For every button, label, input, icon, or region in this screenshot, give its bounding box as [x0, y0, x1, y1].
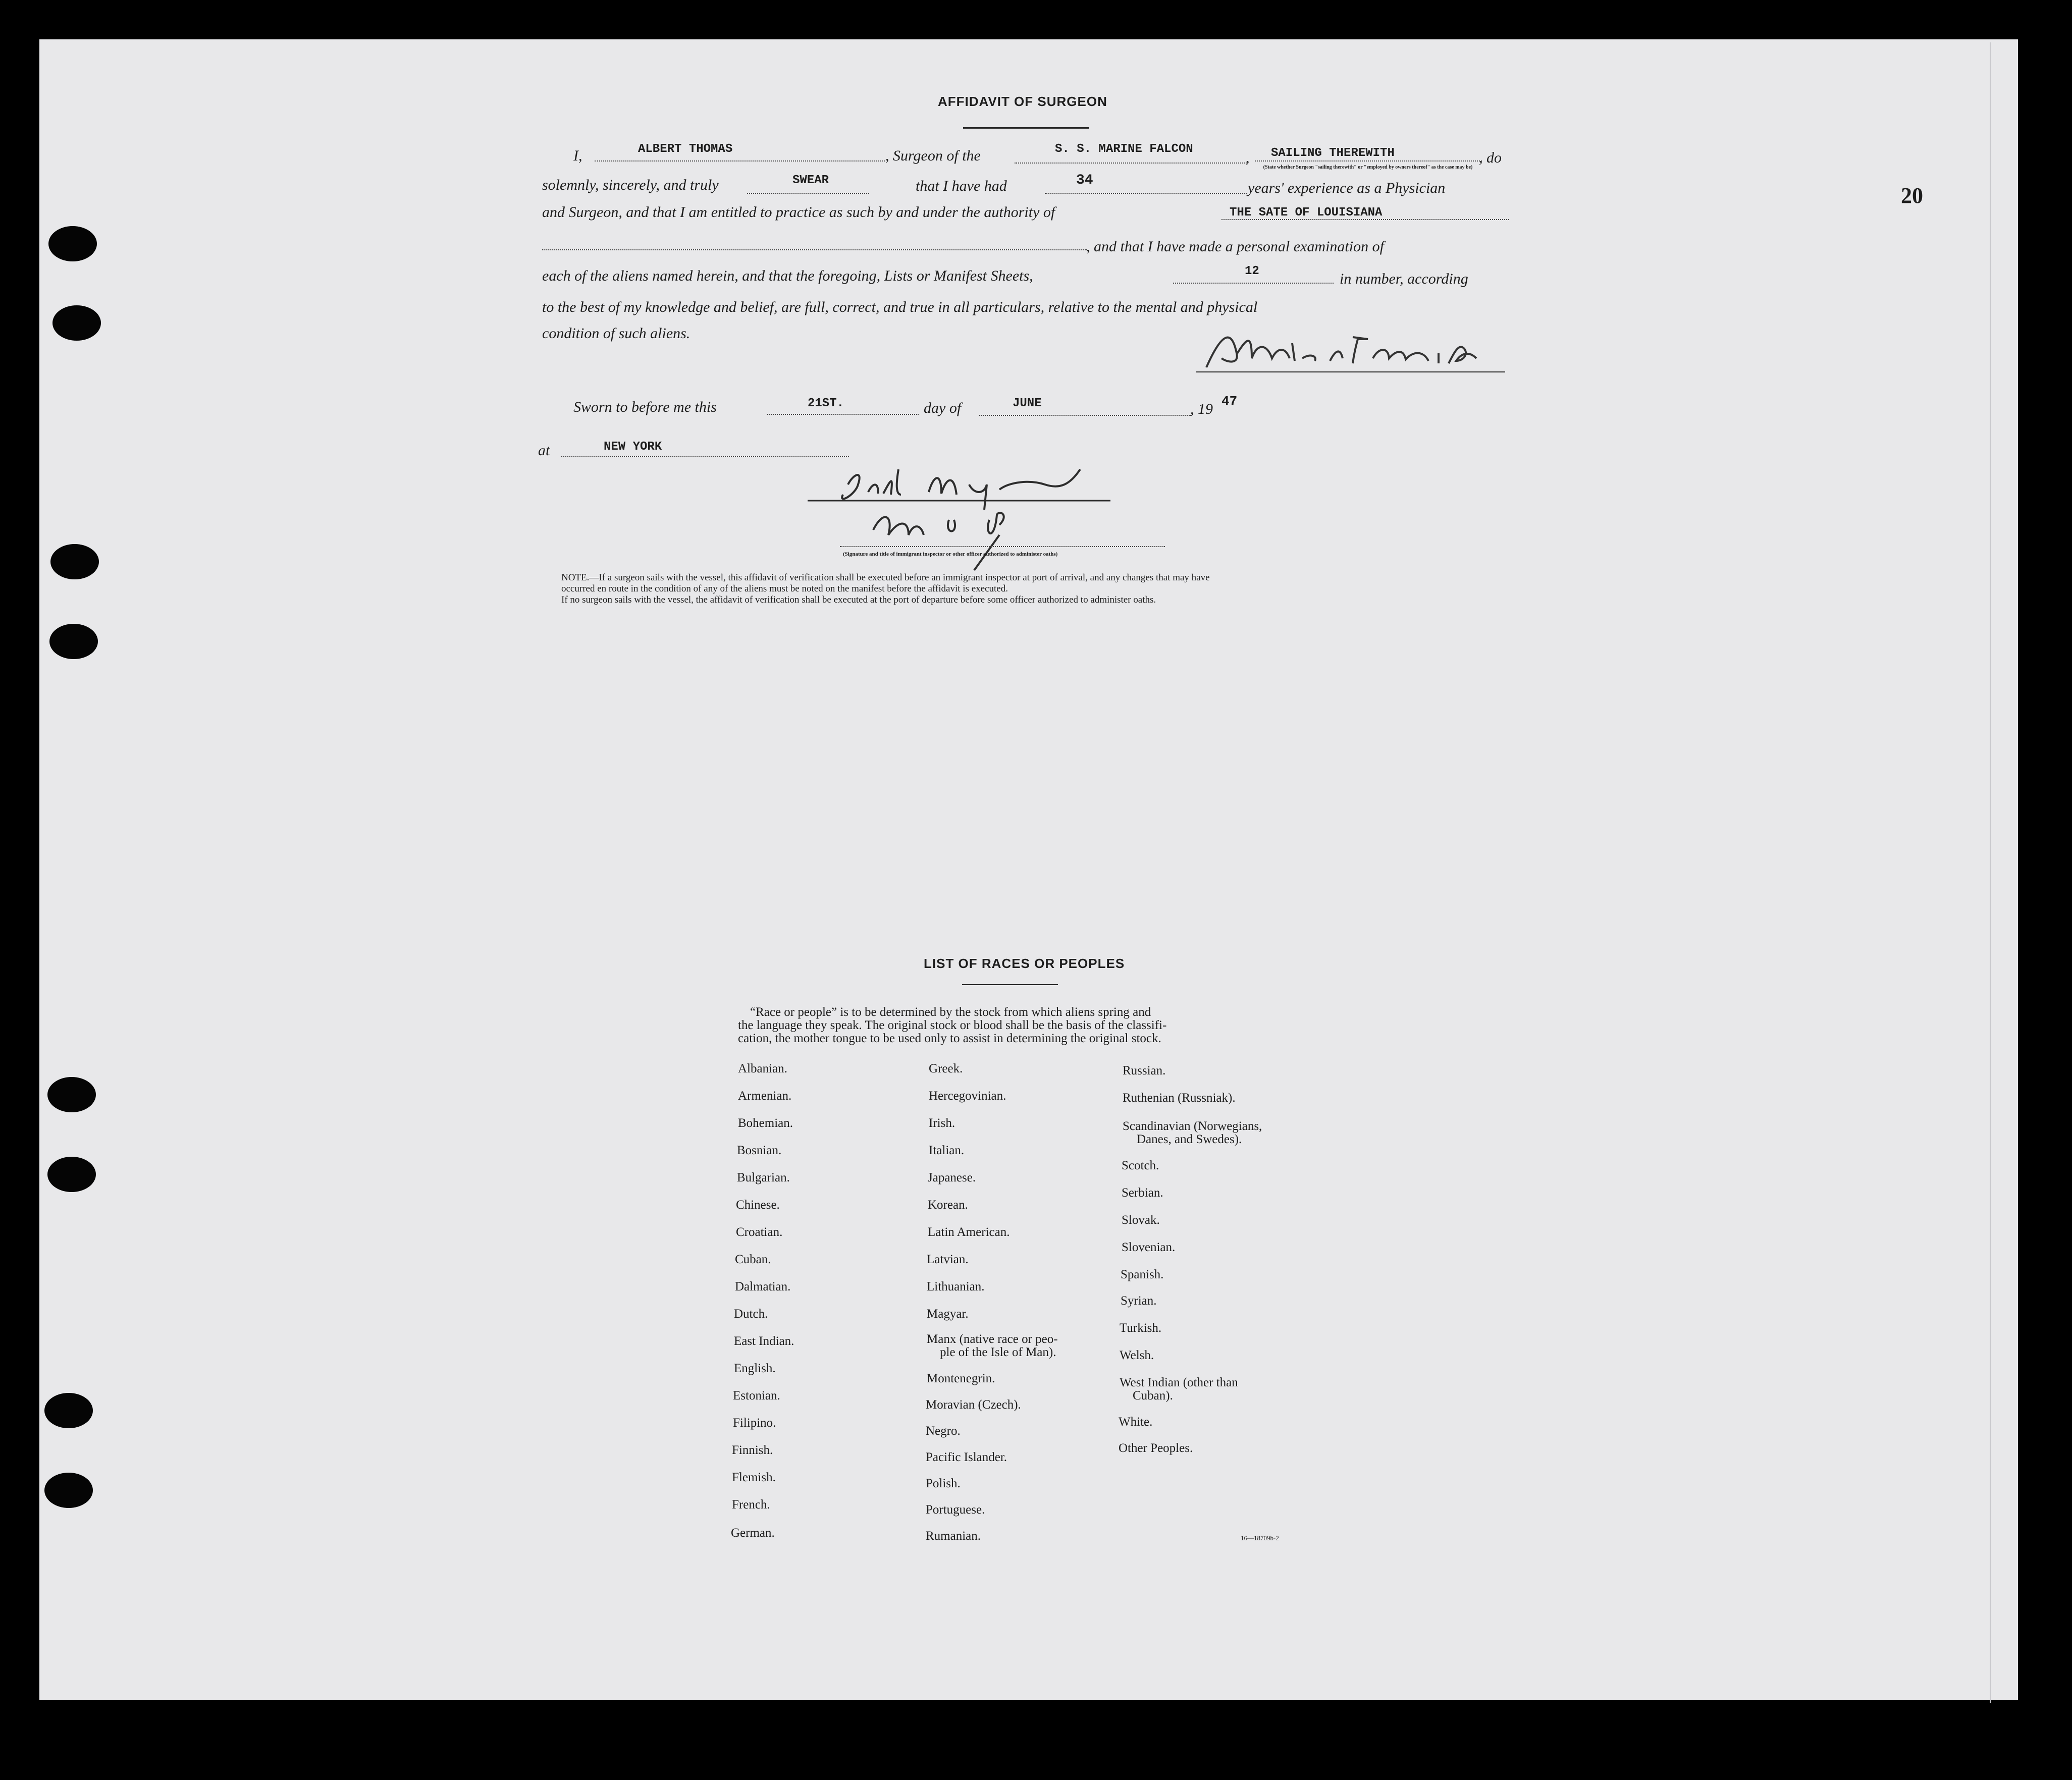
comma: ,	[1246, 149, 1250, 166]
sailing-status: SAILING THEREWITH	[1271, 146, 1395, 160]
form-number: 16—18709b-2	[1241, 1534, 1279, 1542]
note-line-1: NOTE.—If a surgeon sails with the vessel, this affidavit of verification shall be executed before an immigrant inspector at port of arrival, and any changes that may have	[561, 572, 1210, 583]
punch-hole	[48, 226, 97, 261]
vessel-field-line	[1015, 163, 1247, 164]
punch-hole	[47, 1077, 96, 1112]
punch-hole	[49, 624, 98, 659]
races-intro-3: cation, the mother tongue to be used only to assist in determining the original stock.	[738, 1032, 1161, 1045]
document-page	[39, 39, 2018, 1700]
page-edge	[1990, 42, 1991, 1703]
race-item: Filipino.	[733, 1416, 776, 1430]
inspector-signature	[808, 454, 1161, 575]
races-title: LIST OF RACES OR PEOPLES	[924, 956, 1125, 971]
punch-hole	[52, 305, 101, 341]
sheets-count: 12	[1245, 264, 1259, 278]
surgeon-name: ALBERT THOMAS	[638, 142, 733, 156]
punch-hole	[44, 1473, 93, 1508]
years-field-line	[1045, 193, 1247, 194]
race-item: Slovak.	[1122, 1213, 1160, 1227]
affidavit-title: AFFIDAVIT OF SURGEON	[938, 94, 1107, 109]
race-item: Welsh.	[1120, 1349, 1154, 1362]
authority-value: THE SATE OF LOUISIANA	[1230, 206, 1383, 220]
text: , do	[1479, 149, 1502, 166]
race-item: Italian.	[929, 1144, 965, 1157]
punch-hole	[47, 1157, 96, 1192]
race-item: German.	[731, 1526, 775, 1540]
race-item: Moravian (Czech).	[926, 1398, 1021, 1412]
race-item: Cuban.	[735, 1253, 771, 1266]
race-item: Irish.	[929, 1116, 955, 1130]
race-item: Negro.	[926, 1424, 961, 1438]
oath-field-line	[747, 193, 869, 194]
race-item: Latvian.	[927, 1253, 969, 1266]
race-item: Magyar.	[927, 1307, 969, 1321]
race-item: East Indian.	[734, 1334, 794, 1348]
race-item: Polish.	[926, 1477, 961, 1490]
race-item: Portuguese.	[926, 1503, 985, 1517]
text: Sworn to before me this	[573, 399, 717, 415]
race-item: Scandinavian (Norwegians,	[1123, 1119, 1262, 1133]
race-item: Spanish.	[1121, 1268, 1164, 1281]
text: I,	[573, 147, 582, 164]
race-item: French.	[732, 1498, 770, 1512]
sworn-day: 21ST.	[808, 397, 844, 410]
race-item: English.	[734, 1362, 776, 1375]
page-number: 20	[1901, 183, 1923, 208]
race-item: Korean.	[928, 1198, 968, 1212]
race-item: Russian.	[1123, 1064, 1166, 1077]
day-field-line	[767, 414, 919, 415]
oath-word: SWEAR	[792, 174, 829, 187]
race-item: Estonian.	[733, 1389, 780, 1403]
text: condition of such aliens.	[542, 325, 690, 342]
race-item: Slovenian.	[1122, 1240, 1176, 1254]
sailing-field-line	[1255, 160, 1482, 161]
text: , and that I have made a personal examination of	[1086, 238, 1384, 255]
race-item: Latin American.	[928, 1225, 1010, 1239]
text: and Surgeon, and that I am entitled to practice as such by and under the authority of	[542, 204, 1055, 221]
race-item: ple of the Isle of Man).	[940, 1345, 1056, 1359]
race-item: Bosnian.	[737, 1144, 782, 1157]
race-item: Flemish.	[732, 1471, 776, 1484]
signature-line	[1196, 371, 1505, 372]
races-intro-2: the language they speak. The original stock or blood shall be the basis of the classifi-	[738, 1018, 1167, 1032]
text: that I have had	[916, 178, 1007, 194]
name-field-line	[595, 160, 885, 161]
note-line-3: If no surgeon sails with the vessel, the affidavit of verification shall be executed at the port of departure before some officer authorized to administer oaths.	[561, 595, 1156, 605]
race-item: Syrian.	[1121, 1294, 1157, 1308]
text: at	[538, 442, 550, 459]
race-item: Pacific Islander.	[926, 1450, 1007, 1464]
sheets-field-line	[1173, 283, 1334, 284]
sworn-month: JUNE	[1013, 397, 1042, 410]
race-item: Scotch.	[1122, 1159, 1159, 1172]
race-item: Cuban).	[1133, 1389, 1173, 1403]
race-item: White.	[1119, 1415, 1153, 1429]
race-item: Bulgarian.	[737, 1171, 790, 1184]
text: years' experience as a Physician	[1248, 180, 1446, 196]
race-item: Croatian.	[736, 1225, 783, 1239]
sworn-year: 47	[1221, 394, 1238, 409]
race-item: Serbian.	[1122, 1186, 1163, 1200]
race-item: Other Peoples.	[1119, 1441, 1193, 1455]
races-intro-1: “Race or people” is to be determined by the stock from which aliens spring and	[750, 1005, 1151, 1019]
race-item: Ruthenian (Russniak).	[1123, 1091, 1236, 1105]
month-field-line	[979, 415, 1191, 416]
text: each of the aliens named herein, and that the foregoing, Lists or Manifest Sheets,	[542, 267, 1033, 284]
race-item: Rumanian.	[926, 1529, 981, 1543]
punch-hole	[44, 1393, 93, 1428]
race-item: Lithuanian.	[927, 1280, 985, 1293]
text: , 19	[1190, 401, 1213, 417]
race-item: Albanian.	[738, 1062, 787, 1075]
race-item: Bohemian.	[738, 1116, 793, 1130]
race-item: Greek.	[929, 1062, 963, 1075]
race-item: Turkish.	[1120, 1321, 1162, 1335]
text: in number, according	[1340, 271, 1468, 287]
race-item: Montenegrin.	[927, 1372, 995, 1385]
race-item: Finnish.	[732, 1443, 773, 1457]
title-rule	[963, 127, 1089, 129]
punch-hole	[50, 544, 99, 579]
years-value: 34	[1076, 173, 1093, 188]
race-item: Danes, and Swedes).	[1137, 1132, 1242, 1146]
text: to the best of my knowledge and belief, are full, correct, and true in all particulars, relative to the mental and physical	[542, 299, 1258, 315]
signature-caption: (Signature and title of immigrant inspector or other officer authorized to administer oaths)	[843, 551, 1058, 557]
race-item: Armenian.	[738, 1089, 792, 1103]
race-item: Japanese.	[928, 1171, 976, 1184]
text: solemnly, sincerely, and truly	[542, 177, 719, 193]
place-value: NEW YORK	[604, 440, 662, 454]
vessel-name: S. S. MARINE FALCON	[1055, 142, 1193, 156]
race-item: Manx (native race or peo-	[927, 1332, 1058, 1346]
text: day of	[924, 400, 962, 416]
surgeon-signature	[1201, 323, 1509, 379]
race-item: Dalmatian.	[735, 1280, 791, 1293]
race-item: West Indian (other than	[1120, 1376, 1238, 1389]
race-item: Chinese.	[736, 1198, 780, 1212]
race-item: Hercegovinian.	[929, 1089, 1006, 1103]
place-field-line	[561, 456, 849, 457]
races-title-rule	[962, 984, 1058, 985]
note-line-2: occurred en route in the condition of any of the aliens must be noted on the manifest before the affidavit is executed.	[561, 583, 1008, 594]
text: , Surgeon of the	[885, 147, 981, 164]
continuation-field-line	[542, 249, 1087, 250]
inspector-signature-line	[840, 546, 1165, 547]
race-item: Dutch.	[734, 1307, 768, 1321]
sailing-note: (State whether Surgeon "sailing therewith" or "employed by owners thereof" as the case may be)	[1263, 165, 1473, 170]
